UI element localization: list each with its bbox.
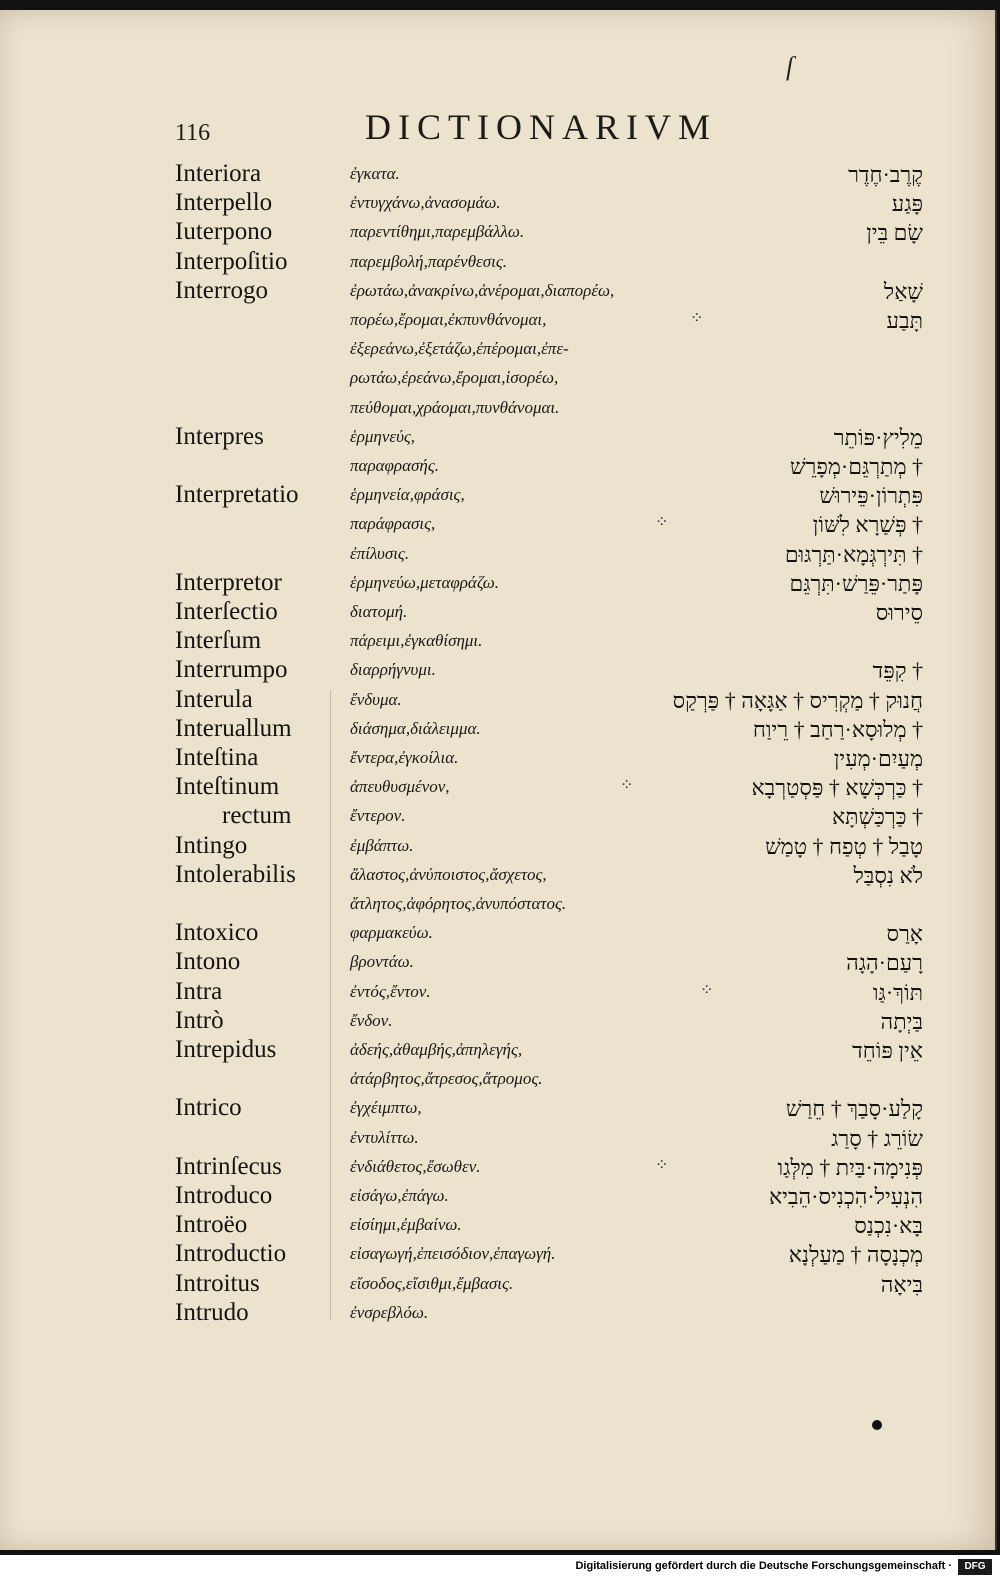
- greek-gloss: πεύθομαι,χράομαι,πυνθάνομαι.: [350, 397, 560, 417]
- entry-row: [0, 890, 995, 919]
- entry-row: [0, 978, 995, 1007]
- hebrew-gloss: סֵירוּס: [875, 600, 923, 625]
- greek-gloss: ἐντός,ἔντον.: [350, 981, 431, 1001]
- entry-row: [0, 686, 995, 715]
- entry-row: [0, 189, 995, 218]
- hebrew-gloss: אֵין פּוֹחֵד: [852, 1038, 923, 1063]
- entry-row: [0, 656, 995, 685]
- entry-row: [0, 948, 995, 977]
- hebrew-gloss: שׂוֹרֵג † סָרַג: [831, 1125, 923, 1151]
- latin-headword: Intrepidus: [175, 1036, 277, 1063]
- entry-row: [0, 1036, 995, 1065]
- latin-headword: Interpretor: [175, 568, 282, 596]
- latin-headword: Intra: [175, 977, 223, 1005]
- greek-gloss: φαρμακεύω.: [350, 923, 433, 943]
- dfg-logo: DFG: [958, 1559, 992, 1575]
- latin-headword: Interrogo: [175, 276, 269, 304]
- ornament-icon: ⁘: [690, 310, 704, 327]
- latin-headword: Iuterpono: [175, 218, 273, 246]
- latin-headword: Intrudo: [175, 1298, 249, 1326]
- hebrew-gloss: בִּיאָה: [880, 1271, 923, 1297]
- hebrew-gloss: † מְלוּסָא·רַחַב † רֵיוַח: [752, 716, 923, 742]
- entry-row: [0, 277, 995, 306]
- greek-gloss: εἴσοδος,εἴσιθμι,ἔμβασις.: [350, 1273, 514, 1293]
- hebrew-gloss: לֹא נִסְבַּל: [853, 862, 923, 888]
- entry-row: [0, 452, 995, 481]
- latin-headword: Inteſtinum: [175, 773, 280, 801]
- entry-row: [0, 510, 995, 539]
- entry-row: [0, 715, 995, 744]
- greek-gloss: ἐπίλυσις.: [350, 543, 410, 563]
- hebrew-gloss: שָׂם בֵּין: [866, 220, 923, 246]
- hebrew-gloss: אָרַס: [886, 921, 923, 947]
- greek-gloss: ἑρμηνεύς,: [350, 426, 416, 446]
- greek-gloss: ἄτλητος,ἀφόρητος,ἀνυπόστατος.: [350, 894, 567, 913]
- entry-row: [0, 832, 995, 861]
- entry-row: [0, 919, 995, 948]
- hebrew-gloss: חֲנוּק † מַקְרִיס † אַגָּאָה † פַּרְקַס: [672, 687, 923, 713]
- hebrew-gloss: קֶרֶב·חֶדֶר: [848, 162, 923, 187]
- greek-gloss: ἐγκατα.: [350, 164, 400, 183]
- ornament-icon: ⁘: [700, 981, 714, 999]
- latin-headword: Introduco: [175, 1182, 273, 1209]
- latin-headword: Introductio: [175, 1240, 287, 1268]
- latin-headword: Inteſtina: [175, 744, 259, 771]
- greek-gloss: ἐνδιάθετος,ἔσωθεν.: [350, 1156, 481, 1176]
- latin-headword: Introëo: [175, 1211, 248, 1239]
- entry-row: [0, 394, 995, 423]
- greek-gloss: ἑρμηνεία,φράσις,: [350, 485, 465, 505]
- running-head: DICTIONARIVM: [365, 107, 717, 147]
- hebrew-gloss: תָּבַע: [886, 308, 923, 333]
- entry-row: [0, 218, 995, 247]
- ornament-icon: ⁘: [655, 1156, 669, 1174]
- entry-row: [0, 540, 995, 569]
- latin-headword: rectum: [222, 802, 292, 830]
- hebrew-gloss: שָׁאַל: [883, 278, 923, 304]
- hebrew-gloss: מֵלִיץ·פּוֹתֵר: [833, 424, 923, 450]
- greek-gloss: εἰσίημι,ἐμβαίνω.: [350, 1215, 462, 1235]
- greek-gloss: παραφρασής.: [350, 456, 439, 475]
- greek-gloss: διαρρήγνυμι.: [350, 660, 436, 680]
- greek-gloss: εἰσάγω,ἐπάγω.: [350, 1186, 449, 1205]
- entry-row: [0, 1299, 995, 1328]
- page-number: 116: [175, 120, 211, 146]
- hebrew-gloss: מְעַיִם·מְעִין: [833, 746, 923, 771]
- greek-gloss: ἐνσρεβλόω.: [350, 1302, 429, 1322]
- latin-headword: Interpoſitio: [175, 247, 288, 275]
- entry-row: [0, 423, 995, 452]
- greek-gloss: παρεντίθημι,παρεμβάλλω.: [350, 222, 525, 242]
- greek-gloss: ἐξερεάνω,ἐξετάζω,ἐπέρομαι,ἐπε-: [350, 339, 569, 359]
- greek-gloss: παράφρασις,: [350, 514, 436, 534]
- greek-gloss: ἀδεής,ἀθαμβής,ἀπηλεγής,: [350, 1040, 523, 1059]
- hebrew-gloss: † פְּשַׁרָא לִשּׁוֹן: [812, 512, 923, 538]
- latin-headword: Interrumpo: [175, 656, 288, 684]
- greek-gloss: ἐντυγχάνω,ἀνασομάω.: [350, 193, 501, 213]
- latin-headword: Interpretatio: [175, 481, 299, 509]
- latin-headword: Interſectio: [175, 598, 278, 625]
- hebrew-gloss: הִנְעִיל·הִכְנִיס·הֵבִיא: [768, 1184, 923, 1209]
- latin-headword: Interpello: [175, 189, 273, 217]
- ink-dot: [872, 1420, 882, 1430]
- hebrew-gloss: בָּא·נִכְנַס: [854, 1213, 923, 1239]
- entry-row: [0, 1182, 995, 1211]
- hebrew-gloss: פִּתְרוֹן·פֵּירוּשׁ: [819, 483, 923, 509]
- greek-gloss: ἐρωτάω,ἀνακρίνω,ἀνέρομαι,διαπορέω,: [350, 280, 615, 300]
- latin-headword: Intolerabilis: [175, 860, 296, 888]
- entry-row: [0, 364, 995, 393]
- latin-headword: Interuallum: [175, 714, 292, 742]
- latin-headword: Intrò: [175, 1006, 224, 1034]
- entry-row: [0, 598, 995, 627]
- greek-gloss: βροντάω.: [350, 952, 414, 972]
- greek-gloss: διατομή.: [350, 602, 408, 621]
- hebrew-gloss: † כַּרְכַּשְׁתָּא: [831, 804, 923, 830]
- latin-headword: Intrico: [175, 1094, 242, 1122]
- latin-headword: Interula: [175, 685, 253, 713]
- hebrew-gloss: טָבַל † טְפַח † טָמַשׁ: [765, 833, 923, 859]
- greek-gloss: ρωτάω,ἐρεάνω,ἔρομαι,ἱσορέω,: [350, 368, 559, 388]
- hebrew-gloss: פָּגַע: [891, 191, 923, 217]
- entry-row: [0, 861, 995, 890]
- entry-row: [0, 627, 995, 656]
- entry-row: [0, 306, 995, 335]
- greek-gloss: πάρειμι,ἐγκαθίσημι.: [350, 631, 483, 651]
- greek-gloss: ἔντερον.: [350, 806, 406, 826]
- hebrew-gloss: בַּיְתָה: [880, 1008, 923, 1034]
- greek-gloss: ἀτάρβητος,ἄτρεσος,ἄτρομος.: [350, 1069, 543, 1089]
- hebrew-gloss: פְּנִימָה·בַּיִת † מִלְּגַו: [777, 1154, 923, 1180]
- entry-row: [0, 1240, 995, 1269]
- corner-mark: ſ: [786, 52, 794, 81]
- greek-gloss: εἰσαγωγή,ἐπεισόδιον,ἐπαγωγή.: [350, 1244, 556, 1264]
- latin-headword: Intingo: [175, 831, 248, 859]
- hebrew-gloss: תּוֹךְ·גַּו: [872, 979, 923, 1005]
- entry-row: [0, 248, 995, 277]
- entry-row: [0, 1270, 995, 1299]
- entry-row: [0, 744, 995, 773]
- entry-row: [0, 802, 995, 831]
- greek-gloss: ἐντυλίττω.: [350, 1127, 419, 1147]
- greek-gloss: διάσημα,διάλειμμα.: [350, 718, 481, 738]
- entry-row: [0, 1124, 995, 1153]
- greek-gloss: ἐμβάπτω.: [350, 835, 414, 855]
- entry-row: [0, 569, 995, 598]
- greek-gloss: πορέω,ἔρομαι,ἐκπυνθάνομαι,: [350, 310, 547, 329]
- entry-row: [0, 1094, 995, 1123]
- latin-headword: Interpres: [175, 422, 264, 450]
- hebrew-gloss: † תִּירְגְּמָא·תַּרְגּוּם: [784, 541, 923, 567]
- greek-gloss: ἀπευθυσμένον,: [350, 777, 450, 797]
- entry-row: [0, 1153, 995, 1182]
- ornament-icon: ⁘: [655, 514, 669, 532]
- hebrew-gloss: פָּתַר·פֵּרַשׁ·תִּרְגֵּם: [789, 570, 923, 596]
- book-page: [0, 10, 997, 1550]
- ornament-icon: ⁘: [620, 777, 634, 795]
- entry-row: [0, 1007, 995, 1036]
- hebrew-gloss: † מְתַרְגֵּם·מְפָרֵשׁ: [789, 454, 923, 479]
- digitization-footer: [0, 1555, 1000, 1583]
- greek-gloss: παρεμβολή,παρένθεσις.: [350, 251, 507, 271]
- hebrew-gloss: מְכְנָסָה † מַעַלְנָא: [788, 1242, 923, 1268]
- greek-gloss: ἐγχέιμπτω,: [350, 1098, 422, 1118]
- hebrew-gloss: קָלַע·סָבַךְ † חֵרַשׁ: [785, 1096, 923, 1122]
- latin-headword: Interſum: [175, 627, 262, 655]
- entry-row: [0, 773, 995, 802]
- greek-gloss: ἔνδυμα.: [350, 689, 402, 709]
- greek-gloss: ἔνδον.: [350, 1010, 393, 1030]
- entry-row: [0, 1065, 995, 1094]
- entry-row: [0, 481, 995, 510]
- hebrew-gloss: † כַּרְכְּשָׁא † פַּסְטַרְבָא: [751, 775, 923, 801]
- latin-headword: Interiora: [175, 160, 262, 187]
- latin-headword: Intrinſecus: [175, 1152, 282, 1180]
- hebrew-gloss: רָעַם·הָגָה: [846, 950, 923, 976]
- entry-row: [0, 335, 995, 364]
- entry-row: [0, 1211, 995, 1240]
- greek-gloss: ἔντερα,ἐγκοίλια.: [350, 748, 459, 767]
- greek-gloss: ἑρμηνεύω,μεταφράζω.: [350, 572, 500, 592]
- entry-row: [0, 160, 995, 189]
- latin-headword: Intoxico: [175, 919, 259, 947]
- latin-headword: Intono: [175, 948, 241, 976]
- footer-credit: Digitalisierung gefördert durch die Deutsche Forschungsgemeinschaft ·: [575, 1560, 952, 1572]
- latin-headword: Introitus: [175, 1269, 260, 1297]
- hebrew-gloss: † קִפֵּד: [872, 658, 923, 684]
- greek-gloss: ἄλαστος,ἀνύποιστος,ἄσχετος,: [350, 864, 547, 884]
